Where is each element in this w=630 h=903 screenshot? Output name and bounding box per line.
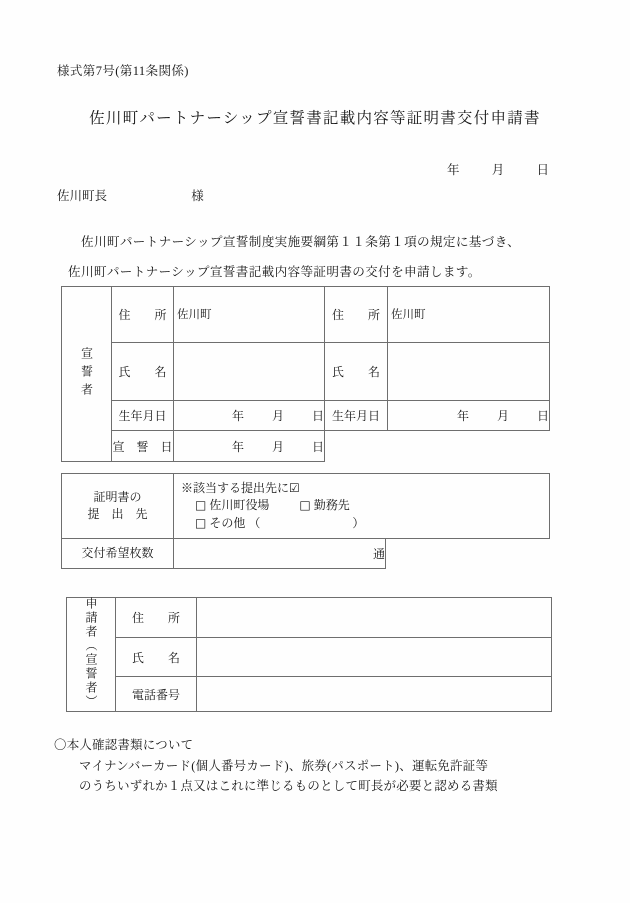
left-address-field[interactable]	[174, 287, 325, 343]
addressee-name: 佐川町長	[57, 189, 108, 203]
empty-filler-cell	[386, 539, 550, 569]
applicant-address-field[interactable]	[197, 598, 552, 638]
submission-option-row-1	[181, 497, 549, 514]
table-row	[62, 287, 550, 343]
checkbox-icon-town-office[interactable]: □	[195, 498, 207, 513]
declarant-row-header	[62, 287, 112, 462]
table-row	[62, 343, 550, 401]
submission-options-cell	[174, 474, 550, 539]
table-row	[62, 474, 550, 539]
applicant-row-header-label: 申請者（宣誓者）	[84, 597, 98, 709]
addressee-honorific: 様	[191, 189, 204, 203]
right-birthdate-field[interactable]	[388, 401, 550, 431]
table-row	[67, 598, 552, 638]
applicant-phone-label: 電話番号	[116, 677, 197, 712]
applicant-table	[66, 597, 552, 712]
date-year-label: 年	[446, 163, 460, 177]
checkbox-icon-workplace[interactable]: □	[299, 498, 311, 513]
submission-option-row-2	[181, 515, 549, 532]
date-day-label: 日	[536, 163, 549, 177]
declarant-row-header-label: 宣誓者	[79, 346, 94, 401]
oath-month: 月	[271, 439, 284, 454]
page-title: 佐川町パートナーシップ宣誓書記載内容等証明書交付申請書	[89, 110, 541, 127]
right-birth-day: 日	[536, 409, 549, 423]
submission-table	[61, 473, 550, 569]
copies-label: 交付希望枚数	[62, 539, 174, 569]
applicant-row-header	[67, 598, 116, 712]
left-name-field[interactable]	[174, 343, 325, 401]
other-paren-open: （	[248, 515, 261, 530]
right-name-label: 氏 名	[325, 343, 388, 401]
right-birthdate-label: 生年月日	[325, 401, 388, 431]
oath-date-field[interactable]	[174, 431, 325, 462]
body-paragraph-line-1: 佐川町パートナーシップ宣誓制度実施要綱第１１条第１項の規定に基づき、	[81, 235, 521, 249]
submission-label-line1: 証明書の	[93, 489, 142, 504]
right-address-prefix: 佐川町	[391, 308, 426, 321]
applicant-name-label: 氏 名	[116, 638, 197, 677]
form-number: 様式第7号(第11条関係)	[57, 64, 189, 78]
copies-unit: 通	[372, 547, 385, 561]
oath-year: 年	[231, 439, 244, 454]
applicant-name-field[interactable]	[197, 638, 552, 677]
left-birthdate-label: 生年月日	[112, 401, 174, 431]
submission-options	[174, 476, 549, 535]
applicant-address-label: 住 所	[116, 598, 197, 638]
notes-line-2: のうちいずれか１点又はこれに準じるものとして町長が必要と認める書類	[79, 779, 498, 793]
submission-option-town-office[interactable]: 佐川町役場	[209, 498, 270, 513]
table-row	[62, 431, 550, 462]
right-birth-year: 年	[456, 409, 469, 423]
submission-label	[62, 474, 174, 539]
applicant-phone-field[interactable]	[197, 677, 552, 712]
table-row	[62, 401, 550, 431]
right-address-label: 住 所	[325, 287, 388, 343]
date-line	[390, 160, 549, 178]
oath-day: 日	[311, 439, 324, 454]
checked-box-icon: ☑	[289, 481, 300, 496]
other-paren-close: ）	[352, 515, 365, 530]
submission-label-line2: 提 出 先	[87, 507, 148, 521]
oath-date-label: 宣 誓 日	[112, 431, 174, 462]
copies-field[interactable]	[174, 539, 386, 569]
notes-line-1: マイナンバーカード(個人番号カード)、旅券(パスポート)、運転免許証等	[79, 759, 489, 773]
declarant-table	[61, 286, 550, 462]
notes-heading: 〇本人確認書類について	[54, 738, 194, 752]
submission-option-other[interactable]: その他	[209, 515, 246, 530]
empty-filler-cell	[325, 431, 550, 462]
submission-option-workplace[interactable]: 勤務先	[313, 498, 350, 513]
checkbox-icon-other[interactable]: □	[195, 515, 207, 530]
addressee-line	[57, 186, 204, 204]
submission-instruction-text: ※該当する提出先に	[181, 481, 290, 496]
right-name-field[interactable]	[388, 343, 550, 401]
left-birthdate-field[interactable]	[174, 401, 325, 431]
right-address-field[interactable]	[388, 287, 550, 343]
date-month-label: 月	[491, 163, 505, 177]
body-paragraph-line-2: 佐川町パートナーシップ宣誓書記載内容等証明書の交付を申請します。	[68, 265, 481, 279]
table-row	[67, 677, 552, 712]
right-birth-month: 月	[496, 409, 509, 423]
left-name-label: 氏 名	[112, 343, 174, 401]
table-row	[67, 638, 552, 677]
left-birth-year: 年	[231, 409, 244, 423]
left-address-prefix: 佐川町	[177, 308, 212, 321]
table-row	[62, 539, 550, 569]
submission-instruction	[181, 480, 549, 497]
left-birth-month: 月	[271, 409, 284, 423]
left-address-label: 住 所	[112, 287, 174, 343]
left-birth-day: 日	[311, 409, 324, 423]
